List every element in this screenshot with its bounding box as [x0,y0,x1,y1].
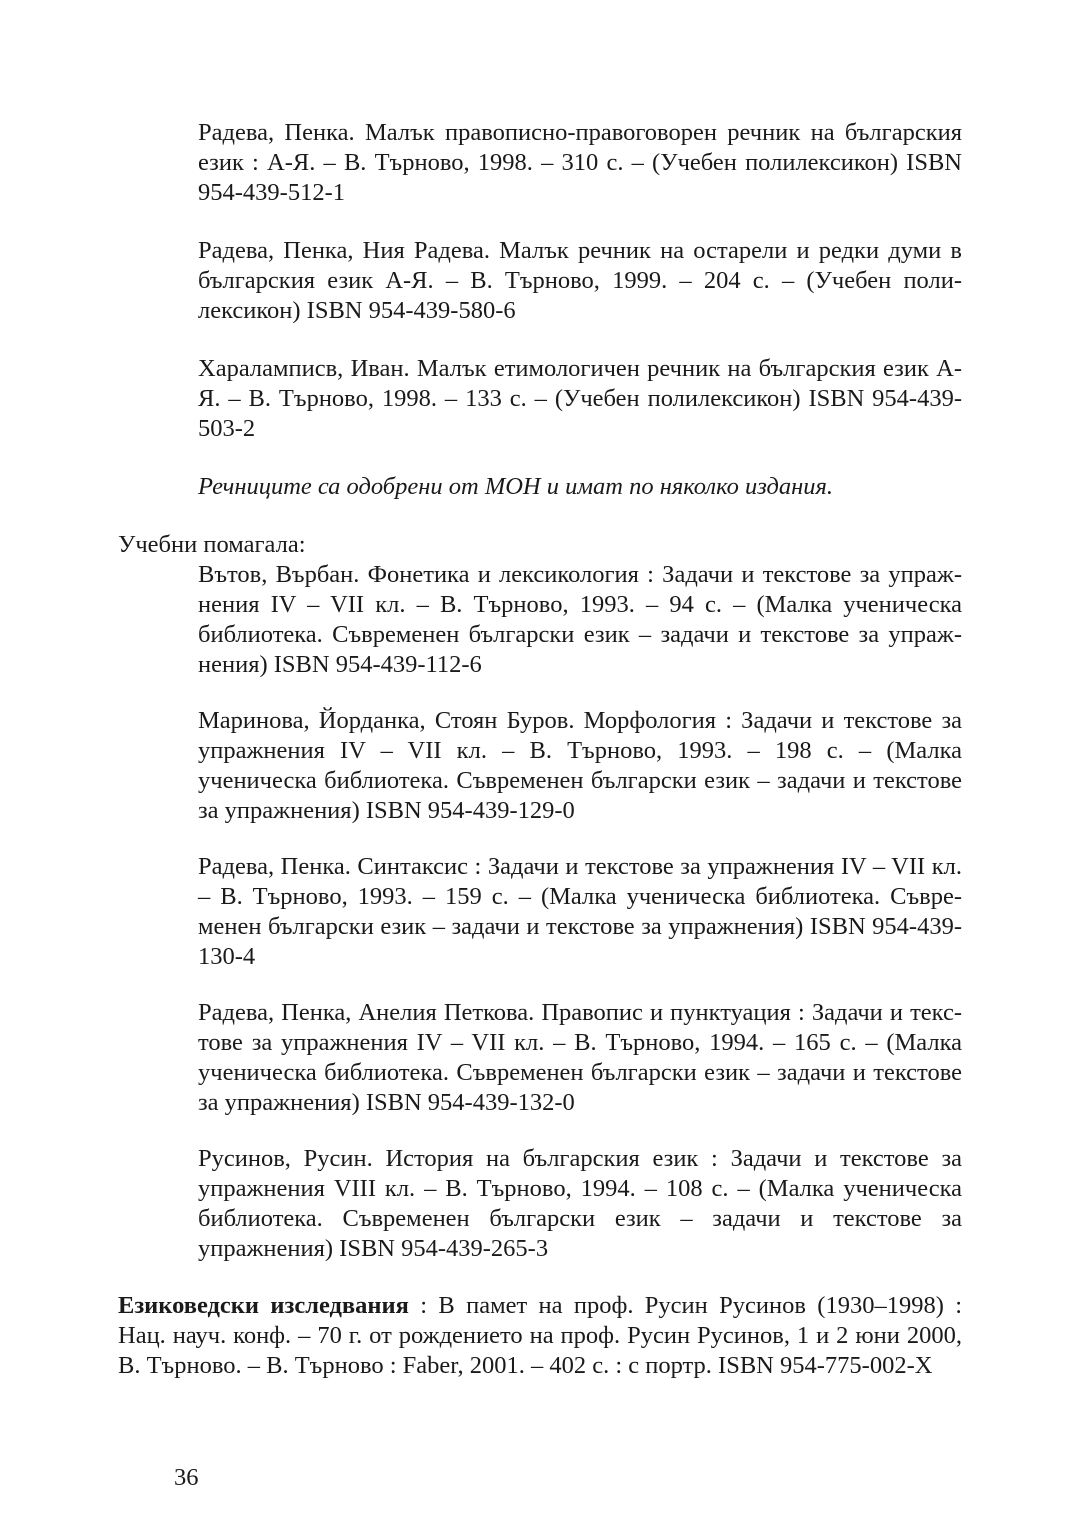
textbook-entry: Радева, Пенка. Синтаксис : Задачи и текстове за упражнения IV – VII кл. – В. Търново, 1993. – 159 с. – (Малка ученическа библиотека. Съвременен български език – задачи и текстове за упражнения) ISBN 954-439-130-4 [198,853,962,970]
dictionary-entry: Радева, Пенка, Ния Радева. Малък речник на остарели и редки думи в българския език А-Я. – В. Търново, 1999. – 204 с. – (Учебен полилексикон) ISBN 954-439-580-6 [198,237,962,324]
dictionaries-note: Речниците са одобрени от МОН и имат по няколко издания. [198,473,834,500]
entry-details: : В памет на проф. Русин Русинов (1930–1998) : Нац. науч. конф. – 70 г. от рождението на проф. Русин Русинов, 1 и 2 юни 2000, В. Търново. – В. Търново : Faber, 2001. – 402 с. : с портр. ISBN 954-775-002-X [118,1292,963,1379]
entry-title: Езиковедски изследвания [118,1292,409,1319]
dictionary-entry: Хараламписв, Иван. Малък етимологичен речник на българския език А-Я. – В. Търново, 1998. – 133 с. – (Учебен полилексикон) ISBN 954-439-503-2 [198,355,962,442]
textbook-entry: Русинов, Русин. История на българския език : Задачи и текстове за упражнения VIII кл. – В. Търново, 1994. – 108 с. – (Малка ученическа библиотека. Съвременен български език – задачи и текстове за упражнения) ISBN 954-439-265-3 [198,1145,962,1262]
textbook-entry: Вътов, Върбан. Фонетика и лексикология : Задачи и текстове за упражнения IV – VII кл. – В. Търново, 1993. – 94 с. – (Малка ученическа библиотека. Съвременен български език – задачи и текстове за упражнения) ISBN 954-439-112-6 [198,561,962,678]
textbook-entry: Маринова, Йорданка, Стоян Буров. Морфология : Задачи и текстове за упражнения IV – VII кл. – В. Търново, 1993. – 198 с. – (Малка ученическа библиотека. Съвременен български език – задачи и текстове за упражнения) ISBN 954-439-129-0 [198,707,962,824]
textbooks-heading: Учебни помагала: [118,531,306,558]
bibliography-entry [118,1291,962,1381]
textbook-entry: Радева, Пенка, Анелия Петкова. Правопис и пунктуация : Задачи и текстове за упражнения IV – VII кл. – В. Търново, 1994. – 165 с. – (Малка ученическа библиотека. Съвременен български език – задачи и текстове за упражнения) ISBN 954-439-132-0 [198,999,962,1116]
page-number: 36 [174,1464,199,1491]
dictionary-entry: Радева, Пенка. Малък правописно-правоговорен речник на българския език : А-Я. – В. Търново, 1998. – 310 с. – (Учебен полилексикон) ISBN 954-439-512-1 [198,119,962,206]
